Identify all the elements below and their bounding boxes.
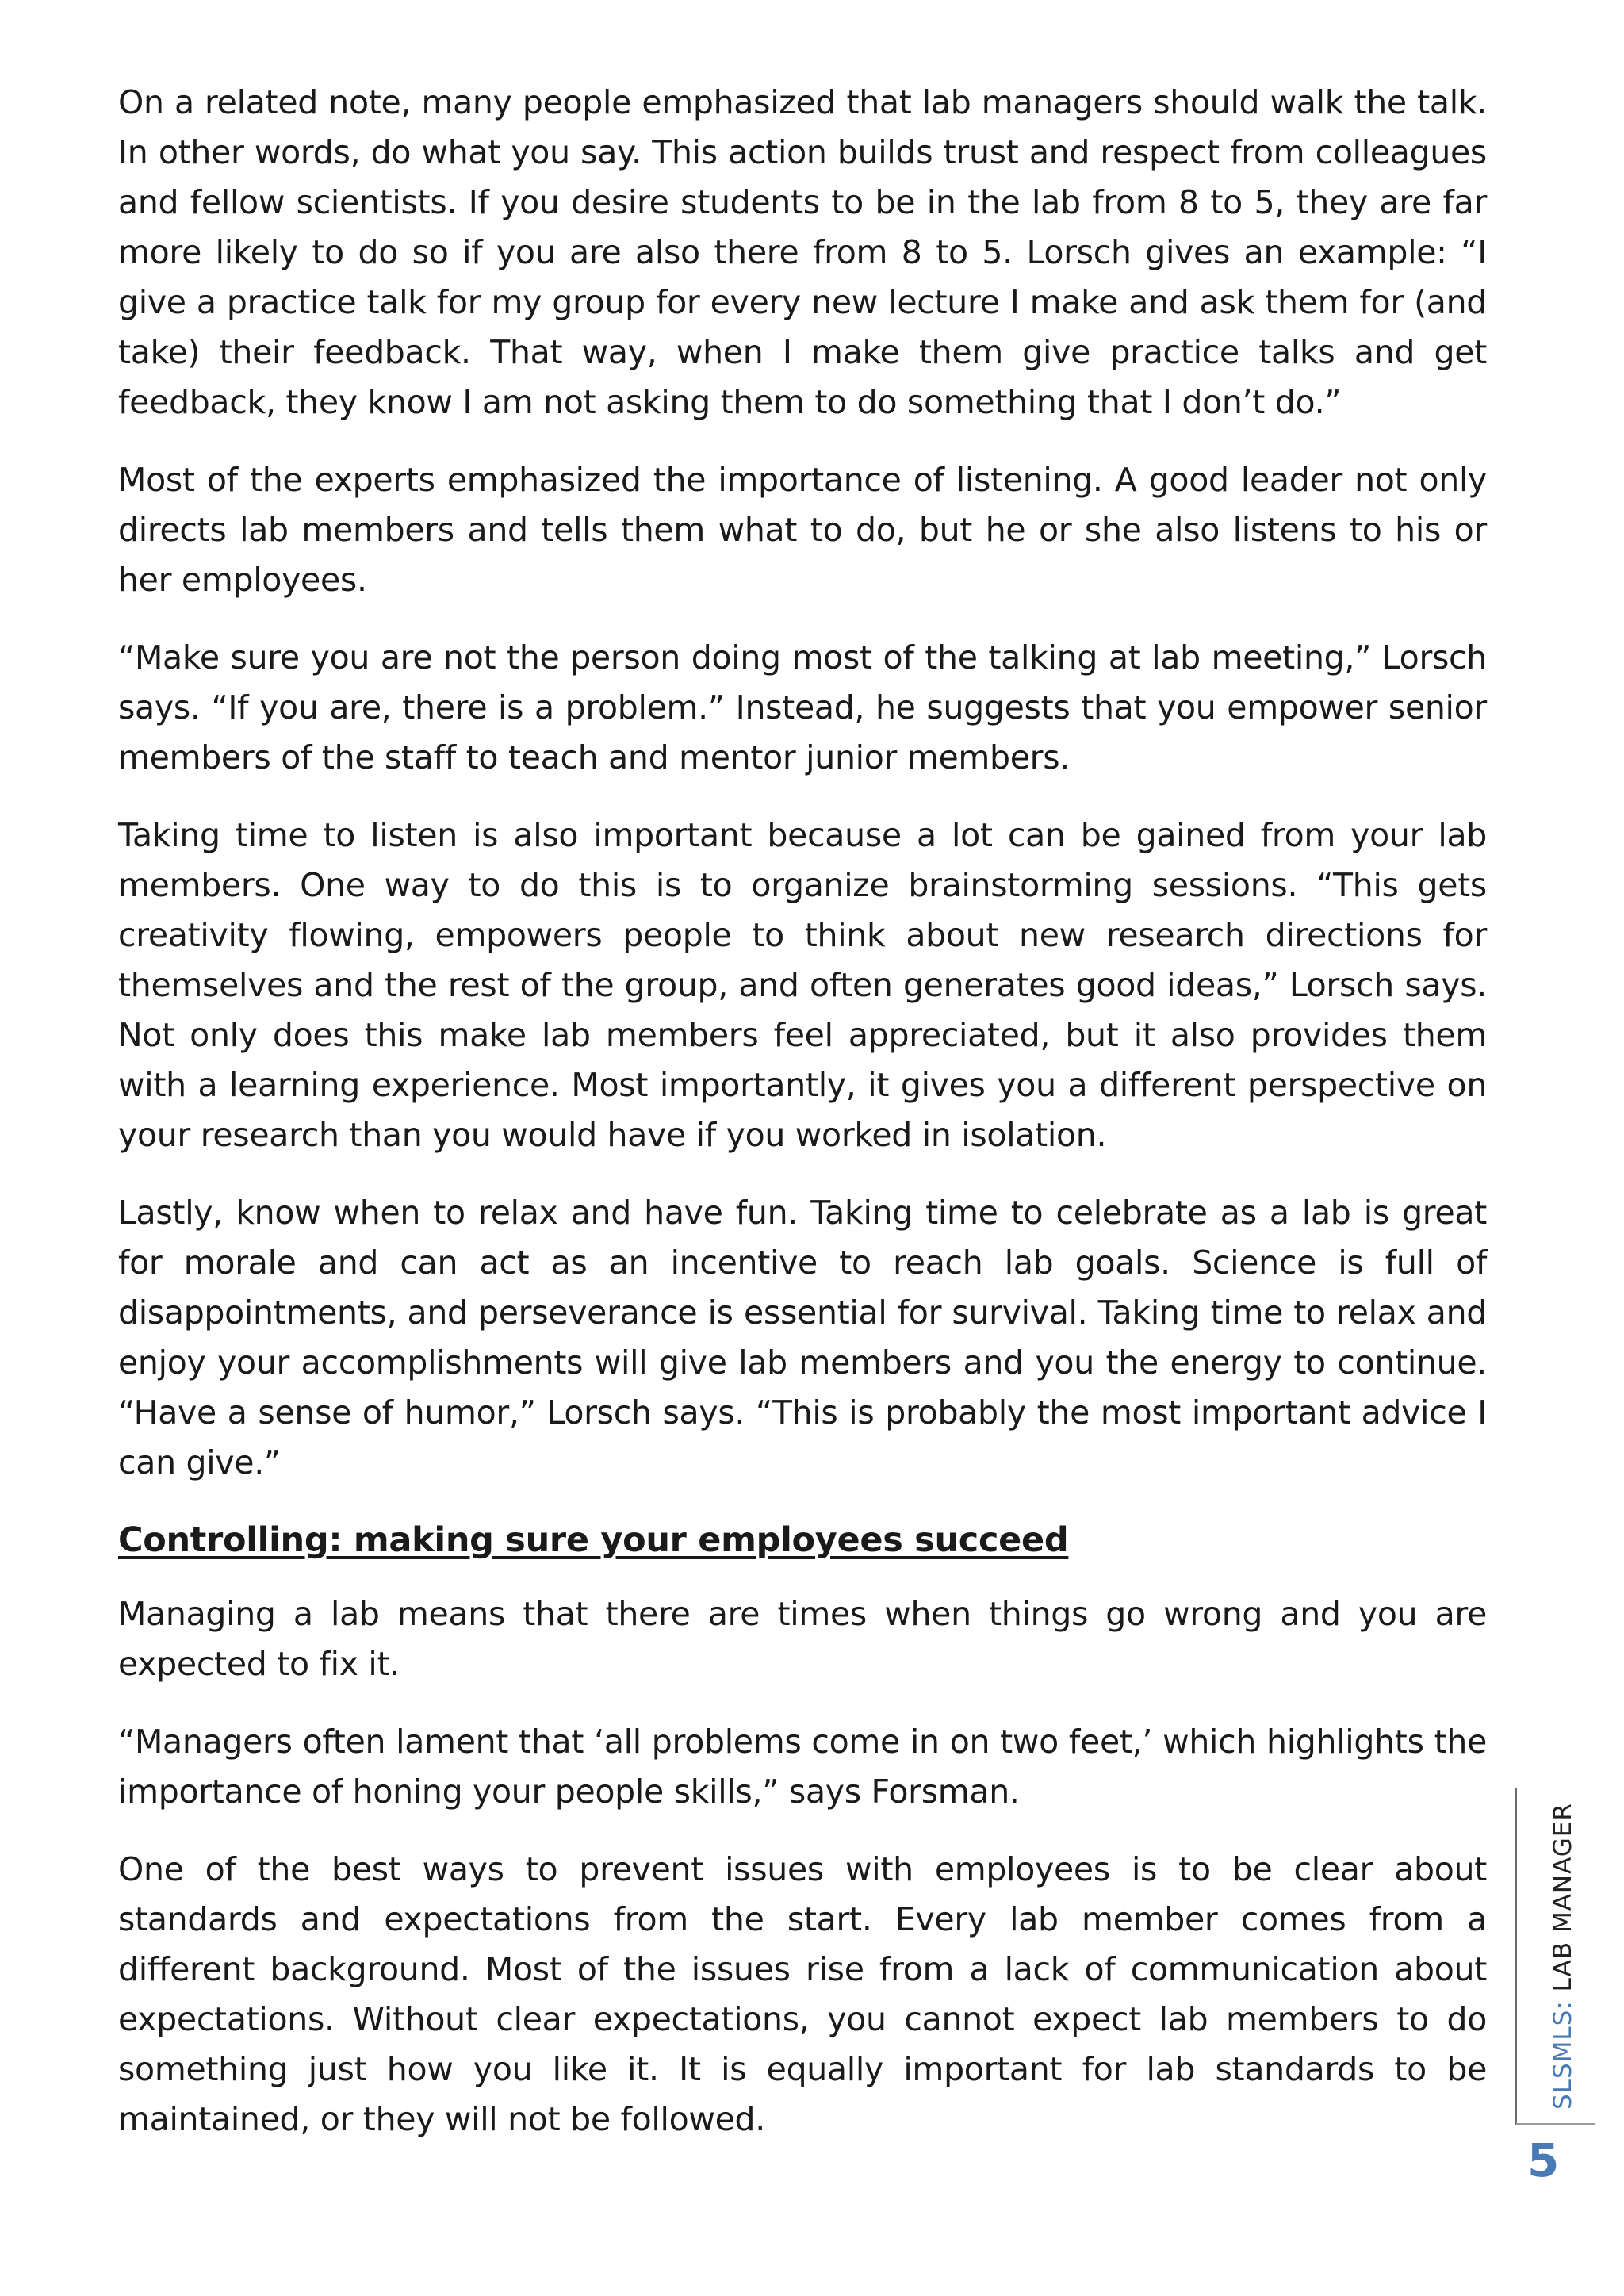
paragraph-forsman-quote: “Managers often lament that ‘all problems come in on two feet,’ which highlights the importance of honing your people skills,” says Forsman. <box>118 1723 1487 1811</box>
paragraph-lab-meeting-quote: “Make sure you are not the person doing most of the talking at lab meeting,” Lorsch says. “If you are, there is a problem.” Instead, he suggests that you empower senior members of the staff to teach and mentor junior members. <box>118 638 1487 776</box>
page-number: 5 <box>1527 2133 1560 2187</box>
running-title-name: LAB MANAGER <box>1549 1803 1577 1992</box>
paragraph-clear-standards: One of the best ways to prevent issues with employees is to be clear about standards and expectations from the start. Every lab member comes from a different background. Most of the issues rise from a lack of communication about expectations. Without clear expectations, you cannot expect lab members to do something just how you like it. It is equally important for lab standards to be maintained, or they will not be followed. <box>118 1850 1487 2138</box>
running-title <box>1549 1803 1577 2110</box>
section-heading-controlling: Controlling: making sure your employees succeed <box>118 1520 1069 1560</box>
paragraph-listening: Most of the experts emphasized the importance of listening. A good leader not only directs lab members and tells them what to do, but he or she also listens to his or her employees. <box>118 461 1487 599</box>
paragraph-things-go-wrong: Managing a lab means that there are times when things go wrong and you are expected to fix it. <box>118 1595 1487 1683</box>
paragraph-walk-the-talk: On a related note, many people emphasized that lab managers should walk the talk. In other words, do what you say. This action builds trust and respect from colleagues and fellow scientists. If you desire students to be in the lab from 8 to 5, they are far more likely to do so if you are also there from 8 to 5. Lorsch gives an example: “I give a practice talk for my group for every new lecture I make and ask them for (and take) their feedback. That way, when I make them give practice talks and get feedback, they know I am not asking them to do something that I don’t do.” <box>118 83 1487 421</box>
footer-horizontal-rule <box>1516 2123 1595 2125</box>
paragraph-relax-and-have-fun: Lastly, know when to relax and have fun. Taking time to celebrate as a lab is great for morale and can act as an incentive to reach lab goals. Science is full of disappointments, and perseverance is essential for survival. Taking time to relax and enjoy your accomplishments will give lab members and you the energy to continue. “Have a sense of humor,” Lorsch says. “This is probably the most important advice I can give.” <box>118 1194 1487 1481</box>
paragraph-brainstorming: Taking time to listen is also important because a lot can be gained from your lab members. One way to do this is to organize brainstorming sessions. “This gets creativity flowing, empowers people to think about new research directions for themselves and the rest of the group, and often generates good ideas,” Lorsch says. Not only does this make lab members feel appreciated, but it also provides them with a learning experience. Most importantly, it gives you a different perspective on your research than you would have if you worked in isolation. <box>118 816 1487 1154</box>
running-title-series: SLSMLS: <box>1549 2000 1577 2110</box>
page-body <box>118 78 1487 2172</box>
footer-vertical-rule <box>1515 1788 1517 2125</box>
